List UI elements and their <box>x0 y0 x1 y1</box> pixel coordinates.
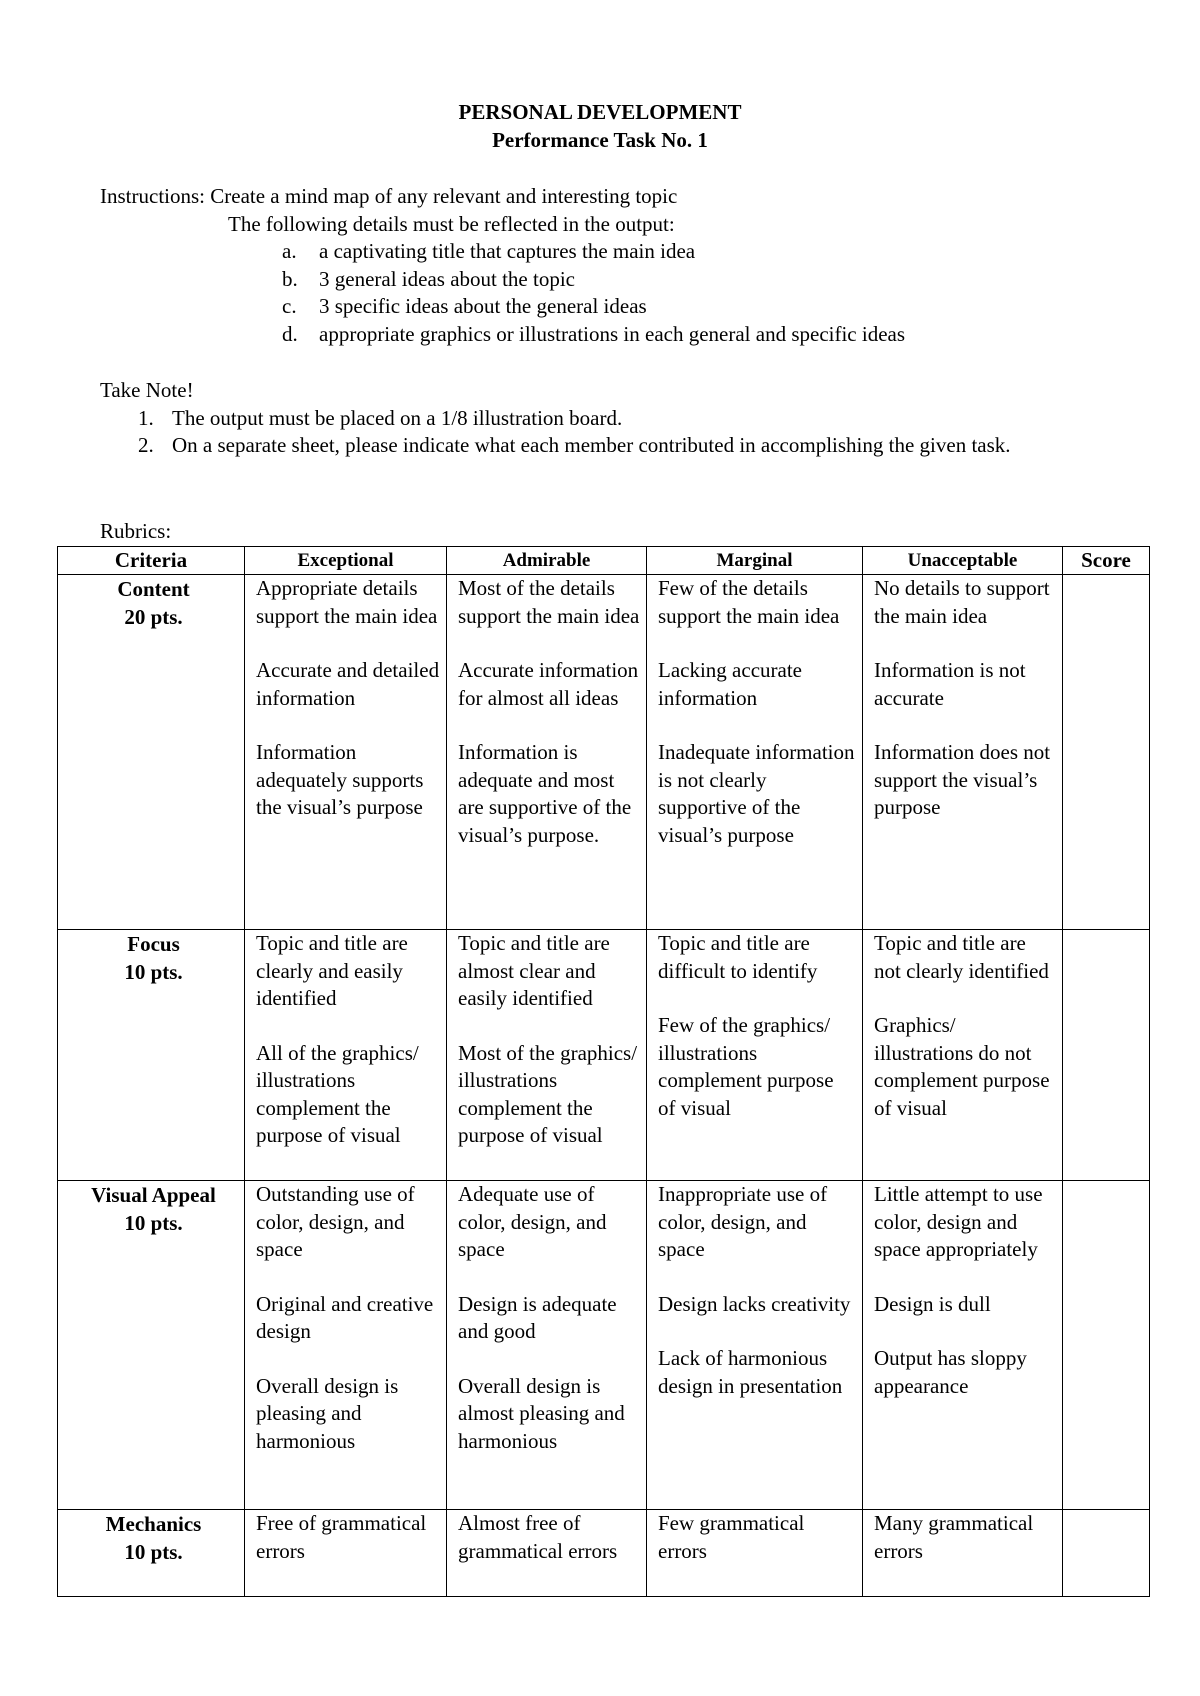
note-item-2: 2. On a separate sheet, please indicate what each member contributed in accomplishing the given task. <box>138 433 1011 457</box>
header-score: Score <box>1063 547 1150 575</box>
exceptional-cell <box>245 1181 447 1510</box>
descriptor: Topic and title are clearly and easily identified <box>256 931 408 1010</box>
unacceptable-cell <box>863 1510 1063 1597</box>
criteria-cell <box>58 1510 245 1597</box>
admirable-cell <box>447 1510 647 1597</box>
unacceptable-cell <box>863 930 1063 1181</box>
header-marginal: Marginal <box>647 547 863 575</box>
descriptor: Free of grammatical errors <box>256 1511 427 1563</box>
descriptor: Output has sloppy appearance <box>874 1346 1027 1398</box>
document-subtitle: Performance Task No. 1 <box>492 128 708 152</box>
header-criteria: Criteria <box>58 547 245 575</box>
descriptor: Most of the details support the main idea <box>458 576 640 628</box>
admirable-cell <box>447 575 647 930</box>
descriptor: Lacking accurate information <box>658 658 802 710</box>
criteria-points: 10 pts. <box>124 960 183 984</box>
descriptor: Design lacks creativity <box>658 1291 851 1316</box>
admirable-cell <box>447 930 647 1181</box>
exceptional-cell <box>245 575 447 930</box>
exceptional-cell <box>245 930 447 1181</box>
criteria-cell <box>58 1181 245 1510</box>
descriptor: Original and creative design <box>256 1291 434 1343</box>
header-unacceptable: Unacceptable <box>863 547 1063 575</box>
table-row-mechanics <box>58 1510 1150 1597</box>
rubric-table <box>57 546 1150 1597</box>
descriptor: Inappropriate use of color, design, and space <box>658 1182 828 1261</box>
exceptional-cell <box>245 1510 447 1597</box>
instruction-item-c: c. 3 specific ideas about the general ideas <box>282 294 647 318</box>
instruction-item-d: d. appropriate graphics or illustrations in each general and specific ideas <box>282 321 906 346</box>
criteria-name: Focus <box>127 932 180 956</box>
document-title: PERSONAL DEVELOPMENT <box>458 100 742 124</box>
descriptor: Few of the graphics/ illustrations complement purpose of visual <box>658 1013 834 1120</box>
descriptor: Design is adequate and good <box>458 1291 617 1343</box>
descriptor: Most of the graphics/ illustrations complement the purpose of visual <box>458 1040 638 1147</box>
descriptor: Design is dull <box>874 1291 991 1316</box>
unacceptable-cell <box>863 1181 1063 1510</box>
descriptor: Appropriate details support the main idea <box>256 576 438 628</box>
marginal-cell <box>647 1181 863 1510</box>
descriptor: Accurate information for almost all ideas <box>458 658 639 710</box>
instruction-item-a: a. a captivating title that captures the main idea <box>282 239 696 263</box>
descriptor: Information is not accurate <box>874 658 1026 710</box>
title-block <box>0 98 1200 154</box>
criteria-points: 10 pts. <box>124 1211 183 1235</box>
descriptor: No details to support the main idea <box>874 576 1050 628</box>
descriptor: Information adequately supports the visual’s purpose <box>256 740 424 819</box>
descriptor: Graphics/ illustrations do not complement purpose of visual <box>874 1013 1050 1120</box>
descriptor: Inadequate information is not clearly supportive of the visual’s purpose <box>658 740 855 847</box>
score-cell[interactable] <box>1063 1510 1150 1597</box>
descriptor: Almost free of grammatical errors <box>458 1511 618 1563</box>
take-note-section <box>100 377 1150 460</box>
header-exceptional: Exceptional <box>245 547 447 575</box>
instructions-line <box>100 183 1150 211</box>
table-row-content <box>58 575 1150 930</box>
table-row-focus <box>58 930 1150 1181</box>
note-item-1: 1. The output must be placed on a 1/8 illustration board. <box>138 405 623 430</box>
descriptor: Outstanding use of color, design, and space <box>256 1182 415 1261</box>
descriptor: Adequate use of color, design, and space <box>458 1182 607 1261</box>
descriptor: Topic and title are not clearly identified <box>874 931 1049 983</box>
descriptor: All of the graphics/ illustrations complement the purpose of visual <box>256 1040 419 1147</box>
criteria-points: 20 pts. <box>124 605 183 629</box>
criteria-name: Mechanics <box>105 1512 202 1536</box>
rubric-header-row <box>58 547 1150 575</box>
instructions-section <box>100 183 1150 348</box>
instructions-main: Create a mind map of any relevant and interesting topic <box>210 184 678 208</box>
criteria-points: 10 pts. <box>124 1540 183 1564</box>
descriptor: Accurate and detailed information <box>256 658 440 710</box>
marginal-cell <box>647 930 863 1181</box>
marginal-cell <box>647 575 863 930</box>
descriptor: Information is adequate and most are supportive of the visual’s purpose. <box>458 740 632 847</box>
score-cell[interactable] <box>1063 575 1150 930</box>
criteria-cell <box>58 930 245 1181</box>
criteria-cell <box>58 575 245 930</box>
marginal-cell <box>647 1510 863 1597</box>
header-admirable: Admirable <box>447 547 647 575</box>
descriptor: Many grammatical errors <box>874 1511 1034 1563</box>
take-note-label: Take Note! <box>100 378 194 402</box>
score-cell[interactable] <box>1063 1181 1150 1510</box>
criteria-name: Visual Appeal <box>91 1183 216 1207</box>
admirable-cell <box>447 1181 647 1510</box>
score-cell[interactable] <box>1063 930 1150 1181</box>
instructions-label: Instructions: <box>100 184 205 208</box>
descriptor: Overall design is almost pleasing and harmonious <box>458 1373 625 1453</box>
instruction-item-b: b. 3 general ideas about the topic <box>282 266 575 291</box>
instructions-lead: The following details must be reflected in the output: <box>228 211 675 236</box>
descriptor: Little attempt to use color, design and space appropriately <box>874 1182 1043 1261</box>
rubrics-label: Rubrics: <box>100 519 172 543</box>
descriptor: Lack of harmonious design in presentation <box>658 1346 843 1398</box>
criteria-name: Content <box>117 577 190 601</box>
descriptor: Topic and title are difficult to identify <box>658 931 818 983</box>
table-row-visual-appeal <box>58 1181 1150 1510</box>
descriptor: Overall design is pleasing and harmonious <box>256 1373 399 1453</box>
descriptor: Few grammatical errors <box>658 1511 805 1563</box>
descriptor: Information does not support the visual’s purpose <box>874 740 1051 819</box>
unacceptable-cell <box>863 575 1063 930</box>
descriptor: Few of the details support the main idea <box>658 576 840 628</box>
descriptor: Topic and title are almost clear and easily identified <box>458 931 610 1010</box>
